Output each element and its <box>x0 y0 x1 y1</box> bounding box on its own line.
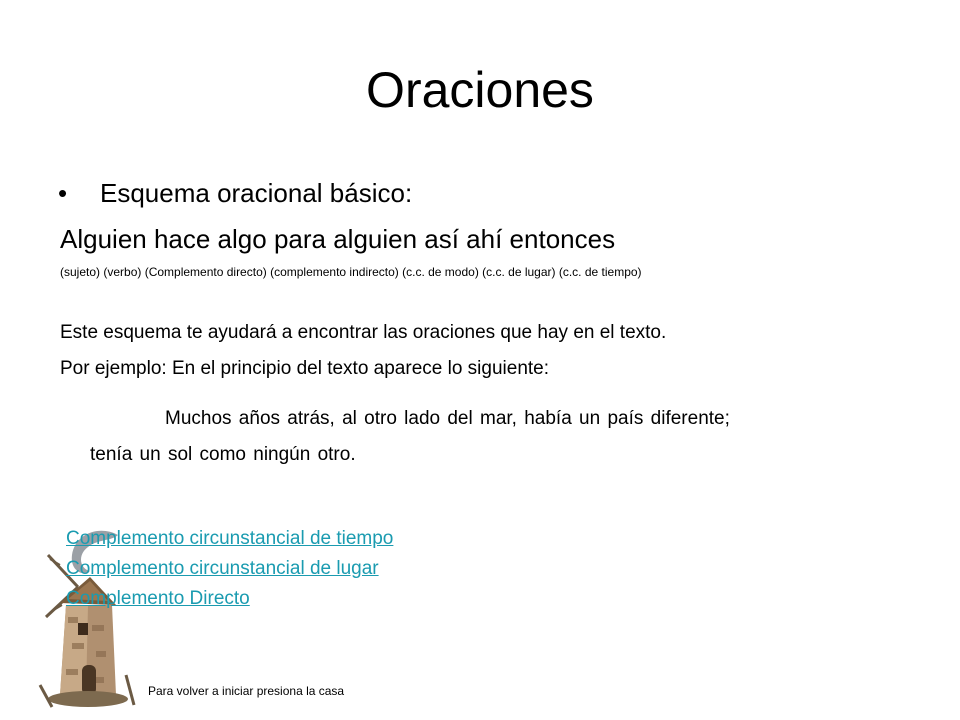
description-line-2: Por ejemplo: En el principio del texto aparece lo siguiente: <box>60 358 550 379</box>
bullet-heading: Esquema oracional básico: <box>100 178 413 208</box>
link-cc-lugar[interactable]: Complemento circunstancial de lugar <box>66 558 379 579</box>
example-line-1: Muchos años atrás, al otro lado del mar, había un país diferente; <box>165 408 730 429</box>
basic-scheme-sentence: Alguien hace algo para alguien así ahí entonces <box>60 224 616 254</box>
house-icon[interactable] <box>30 525 140 715</box>
scheme-roles: (sujeto) (verbo) (Complemento directo) (complemento indirecto) (c.c. de modo) (c.c. de lugar) (c.c. de tiempo) <box>60 265 642 279</box>
bullet-icon: • <box>58 178 68 208</box>
slide-title: Oraciones <box>366 62 594 118</box>
description-line-1: Este esquema te ayudará a encontrar las oraciones que hay en el texto. <box>60 322 667 343</box>
link-complemento-directo[interactable]: Complemento Directo <box>66 588 250 609</box>
footer-instruction: Para volver a iniciar presiona la casa <box>148 684 345 698</box>
link-cc-tiempo[interactable]: Complemento circunstancial de tiempo <box>66 528 394 549</box>
example-line-2: tenía un sol como ningún otro. <box>90 444 356 465</box>
